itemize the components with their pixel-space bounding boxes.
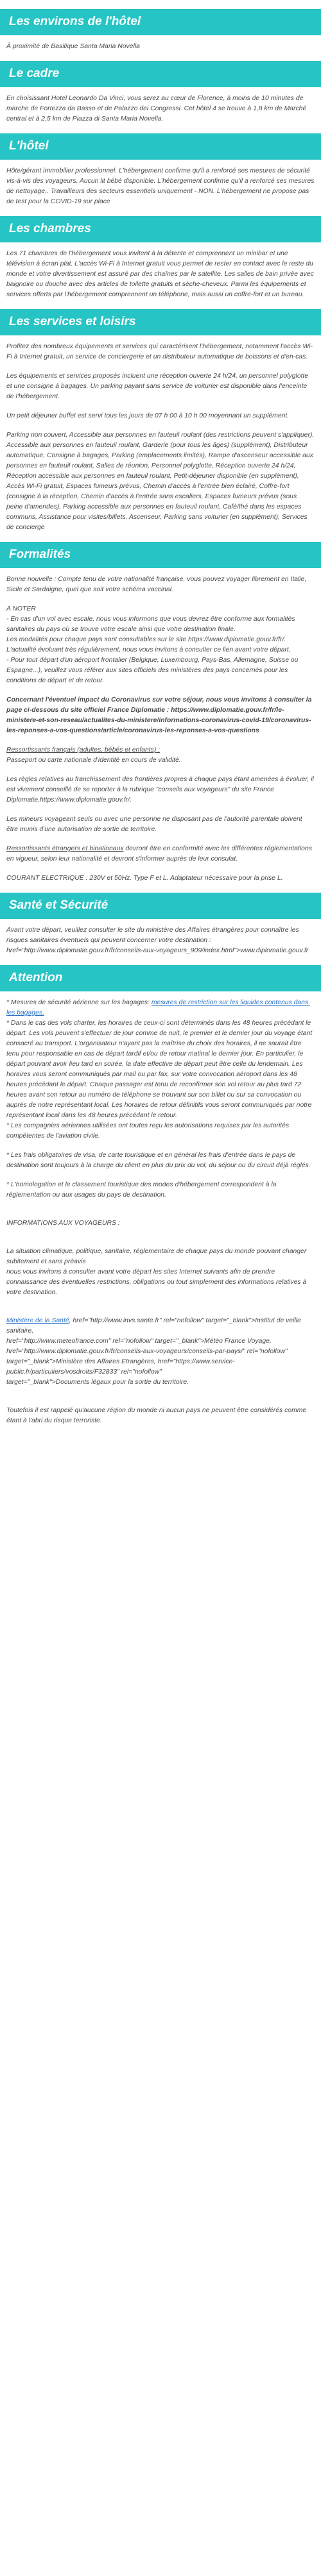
section-body-cadre xyxy=(0,94,321,124)
section-body-formalites xyxy=(0,575,321,884)
environs-text: À proximité de Basilique Santa Maria Novella xyxy=(6,43,140,50)
loisirs-text-4: Parking non couvert, Accessible aux personnes en fauteuil roulant (des restrictions peuvent s'appliquer), Accessible aux personnes en fauteuil roulant, Garderie (pour tous les âges) (supplément), Distributeur automatique, Consigne à bagages, Parking (emplacements limités), Rampe d'ascenseur accessible aux personnes en fauteuil roulant, Salles de réunion, Personnel polyglotte, Réception ouverte 24 h/24, Réception accessible aux personnes en fauteuil roulant, Petit-déjeuner disponible (en supplément), Accès Wi-Fi gratuit, Espaces fumeurs prévus, Chemin d'accès à l'entrée bien éclairé, Coffre-fort (consigne à la réception, Chemin d'accès à l'entrée sans escaliers, Espaces fumeurs prévus (sous peine d'amendes), Parking accessible aux personnes en fauteuil roulant, Café/thé dans les espaces communs, Assistance pour visites/billets, Ascenseur, Parking sans voiturier (en supplément), Services de concierge xyxy=(6,432,316,531)
section-body-attention xyxy=(0,998,321,1426)
formalites-text-5: Les règles relatives au franchissement des frontières propres à chaque pays étant amenées à évoluer, il est vivement conseillé de se reporter à la rubrique "conseils aux voyageurs" du site France Diplomatie,https://www.diplomatie.gouv.fr/. xyxy=(6,776,316,804)
attention-text-1 xyxy=(6,998,315,1141)
formalites-foreign-nationals xyxy=(6,844,315,864)
chambres-text: Les 71 chambres de l'hébergement vous invitent à la détente et comprennent un minibar et une télévision à écran plat. L'accès Wi-Fi à Internet gratuit vous permet de rester en contact avec le reste du monde et votre divertissement est assuré par des chaînes par le satellite. Les salles de bain privée avec baignoire ou douche avec des articles de toilette gratuits et sèche-cheveux. Parmi les équipements et services offerts par l'hébergement comprennent un téléphone, mais aussi un coffre-fort et un bureau. xyxy=(6,250,316,298)
hotel-text: Hôte/gérant immobilier professionnel. L'hébergement confirme qu'il a renforcé ses mesures de sécurité vis-à-vis des voyageurs. Aucun lit bébé disponible. L'hébergement confirme qu'il a renforcé ses mesures de nettoyage.. Travailleurs des secteurs essentiels uniquement - NON. L'hébergement ne propose pas de test pour la COVID-19 sur place xyxy=(6,167,317,205)
section-hotel xyxy=(0,133,321,207)
formalites-text-2: A NOTER - En cas d'un vol avec escale, nous vous informons que vous devrez être conforme aux formalités sanitaires du pays où se trouve votre escale ainsi que votre destination finale. Les modalités pour chaque pays sont consultables sur le site https://www.diplomatie.gouv.fr/fr/. L'actualité évoluant très régulièrement, nous vous invitons à consulter ce lien avant votre départ. - Pour tout départ d'un aéroport frontalier (Belgique, Luxembourg, Pays-Bas, Allemagne, Suisse ou Espagne...), veuillez vous référer aux sites officiels des ministères des pays concernés pour les conditions de départ et de retour. xyxy=(6,605,299,684)
section-body-loisirs xyxy=(0,342,321,533)
section-title-chambres: Les chambres xyxy=(0,216,321,242)
section-title-formalites: Formalités xyxy=(0,542,321,568)
formalites-foreign-text: devront être en conformité avec les différentes réglementations en vigueur, selon leur nationalité et devront s'informer auprès de leur consulat. xyxy=(6,845,314,863)
section-title-sante: Santé et Sécurité xyxy=(0,893,321,919)
section-body-chambres xyxy=(0,249,321,300)
sante-text: Avant votre départ, veuillez consulter le site du ministère des Affaires étrangères pour connaître les risques sanitaires éventuels qui peuvent concerner votre destination : href="http://www.diplomatie.gouv.fr/fr/conseils-aux-voyageurs_909/index.html">www.diplomatie.gouv.fr xyxy=(6,927,309,954)
attention-text-2: * Les frais obligatoires de visa, de carte touristique et en général les frais d'entrée dans le pays de destination sont toujours à la charge du client en plus du prix du vol, du séjour ou du circuit déjà réglés. xyxy=(6,1152,311,1169)
attention-text-6-rest: , href="http://www.invs.sante.fr" rel="nofollow" target="_blank">Institut de veille sanitaire, href="http://www.meteofrance.com" rel="nofollow" target="_blank">Météo France Voyage, href="http://www.diplomatie.gouv.fr/fr/conseils-aux-voyageurs/conseils-par-pays/" rel="nofollow" target="_blank">Ministère des Affaires Etrangères, href="https://www.service-public.fr/particuliers/vosdroits/F32833" rel="nofollow" target="_blank">Documents légaux pour la sortie du territoire. xyxy=(6,1317,301,1386)
section-attention xyxy=(0,965,321,1426)
section-body-hotel xyxy=(0,166,321,207)
section-chambres xyxy=(0,216,321,300)
section-title-hotel: L'hôtel xyxy=(0,133,321,160)
formalites-french-nationals-heading: Ressortissants français (adultes, bébés et enfants) : xyxy=(6,746,160,753)
attention-text-3: * L'homologation et le classement touristique des modes d'hébergement correspondent à la réglementation ou aux usages du pays de destination. xyxy=(6,1181,279,1199)
spacer xyxy=(6,1238,315,1247)
section-title-environs: Les environs de l'hôtel xyxy=(0,9,321,35)
section-cadre xyxy=(0,61,321,124)
section-environs xyxy=(0,9,321,52)
section-title-attention: Attention xyxy=(0,965,321,991)
formalites-coronavirus-text: Concernant l'éventuel impact du Coronavirus sur votre séjour, nous vous invitons à consulter la page ci-dessous du site officiel France Diplomatie : https://www.diplomatie.gouv.fr/fr/le-ministere-et-son-reseau/actualites-du-ministere/informations-coronavirus-covid-19/coronavirus-les-reponses-a-vos-questions/article/coronavirus-les-reponses-a-vos-questions xyxy=(6,696,314,734)
cadre-text: En choisissant Hotel Leonardo Da Vinci, vous serez au cœur de Florence, à moins de 10 minutes de marche de Fortezza da Basso et de Palazzo dei Congressi. Cet hôtel 4 se trouve à 1,8 km de Marché central et à 2,5 km de Piazza di Santa Maria Novella. xyxy=(6,95,309,122)
section-title-cadre: Le cadre xyxy=(0,61,321,87)
spacer xyxy=(6,1209,315,1218)
section-body-sante xyxy=(0,925,321,956)
loisirs-text-1: Profitez des nombreux équipements et services qui caractérisent l'hébergement, notamment l'accès Wi-Fi à Internet gratuit, un service de conciergerie et un distributeur automatique de boissons et d'en-cas. xyxy=(6,343,313,360)
section-loisirs xyxy=(0,309,321,533)
loisirs-text-2: Les équipements et services proposés incluent une réception ouverte 24 h/24, un personnel polyglotte et une consigne à bagages. Un parking payant sans service de voiturier est disponible dans l'enceinte de l'hébergement. xyxy=(6,373,311,400)
formalites-electric-text: COURANT ELECTRIQUE : 230V et 50Hz. Type F et L. Adaptateur nécessaire pour la prise L. xyxy=(6,875,283,882)
attention-text-1b: * Dans le cas des vols charter, les horaires de ceux-ci sont déterminés dans les 48 heures précédant le départ. Les vols peuvent s'effectuer de jour comme de nuit, le premier et le dernier jour du voyage étant consacré au transport. L'organisateur n'ayant pas la maîtrise du choix des horaires, il ne saurait être tenu pour responsable en cas de départ tardif et/ou de retour matinal le dernier jour. En particulier, le départ pouvant avoir lieu tard en soirée, la date effective de départ peut être celle du lendemain. Les horaires vous seront communiqués par mail ou par fax, sur votre convocation aéroport dans les 48 heures précédant le départ. Chaque passager est tenu de reconfirmer son vol retour au plus tard 72 heures avant son retour au numéro de téléphone se trouvant sur son billet ou sur sa convocation ou auprès de notre représentant local. Les horaires de retour définitifs vous seront communiqués par notre représentant local dans les 48 heures précédant le retour. * Les compagnies aériennes utilisées ont toutes reçu les autorisations requises par les autorités compétentes de l'aviation civile. xyxy=(6,1020,313,1140)
spacer xyxy=(6,1307,315,1316)
attention-text-6 xyxy=(6,1316,315,1388)
formalites-french-nationals-text: Passeport ou carte nationale d'identité en cours de validité. xyxy=(6,757,181,764)
attention-text-1a: * Mesures de sécurité aérienne sur les bagages: xyxy=(6,999,152,1006)
spacer xyxy=(6,1397,315,1406)
ministere-sante-link[interactable]: Ministère de la Santé xyxy=(6,1317,69,1324)
section-sante xyxy=(0,893,321,956)
section-formalites xyxy=(0,542,321,884)
formalites-foreign-heading: Ressortissants étrangers et binationaux xyxy=(6,845,124,852)
section-title-loisirs: Les services et loisirs xyxy=(0,309,321,335)
formalites-text-6: Les mineurs voyageant seuls ou avec une personne ne disposant pas de l'autorité parentale doivent être munis d'une autorisation de sortie de territoire. xyxy=(6,816,304,833)
formalites-text-1: Bonne nouvelle : Compte tenu de votre nationalité française, vous pouvez voyager librement en Italie, Sicile et Sardaigne, quel que soit votre schéma vaccinal. xyxy=(6,576,309,593)
liquids-restriction-link[interactable]: mesures de restriction sur les liquides contenus dans les bagages. xyxy=(6,999,311,1016)
attention-travelers-heading: INFORMATIONS AUX VOYAGEURS : xyxy=(6,1220,120,1227)
hotel-info-page xyxy=(0,9,321,1426)
loisirs-text-3: Un petit déjeuner buffet est servi tous les jours de 07 h 00 à 10 h 00 moyennant un supplément. xyxy=(6,412,290,419)
attention-text-7: Toutefois il est rappelé qu'aucune région du monde ni aucun pays ne peuvent être considérés comme étant à l'abri du risque terroriste. xyxy=(6,1407,309,1424)
section-body-environs xyxy=(0,42,321,52)
attention-text-5: La situation climatique, politique, sanitaire, réglementaire de chaque pays du monde pouvant changer subitement et sans préavis nous vous invitons à consulter avant votre départ les sites Internet suivants afin de prendre connaissance des éventuelles restrictions, obligations ou tout simplement des informations relatives à votre destination. xyxy=(6,1248,307,1296)
